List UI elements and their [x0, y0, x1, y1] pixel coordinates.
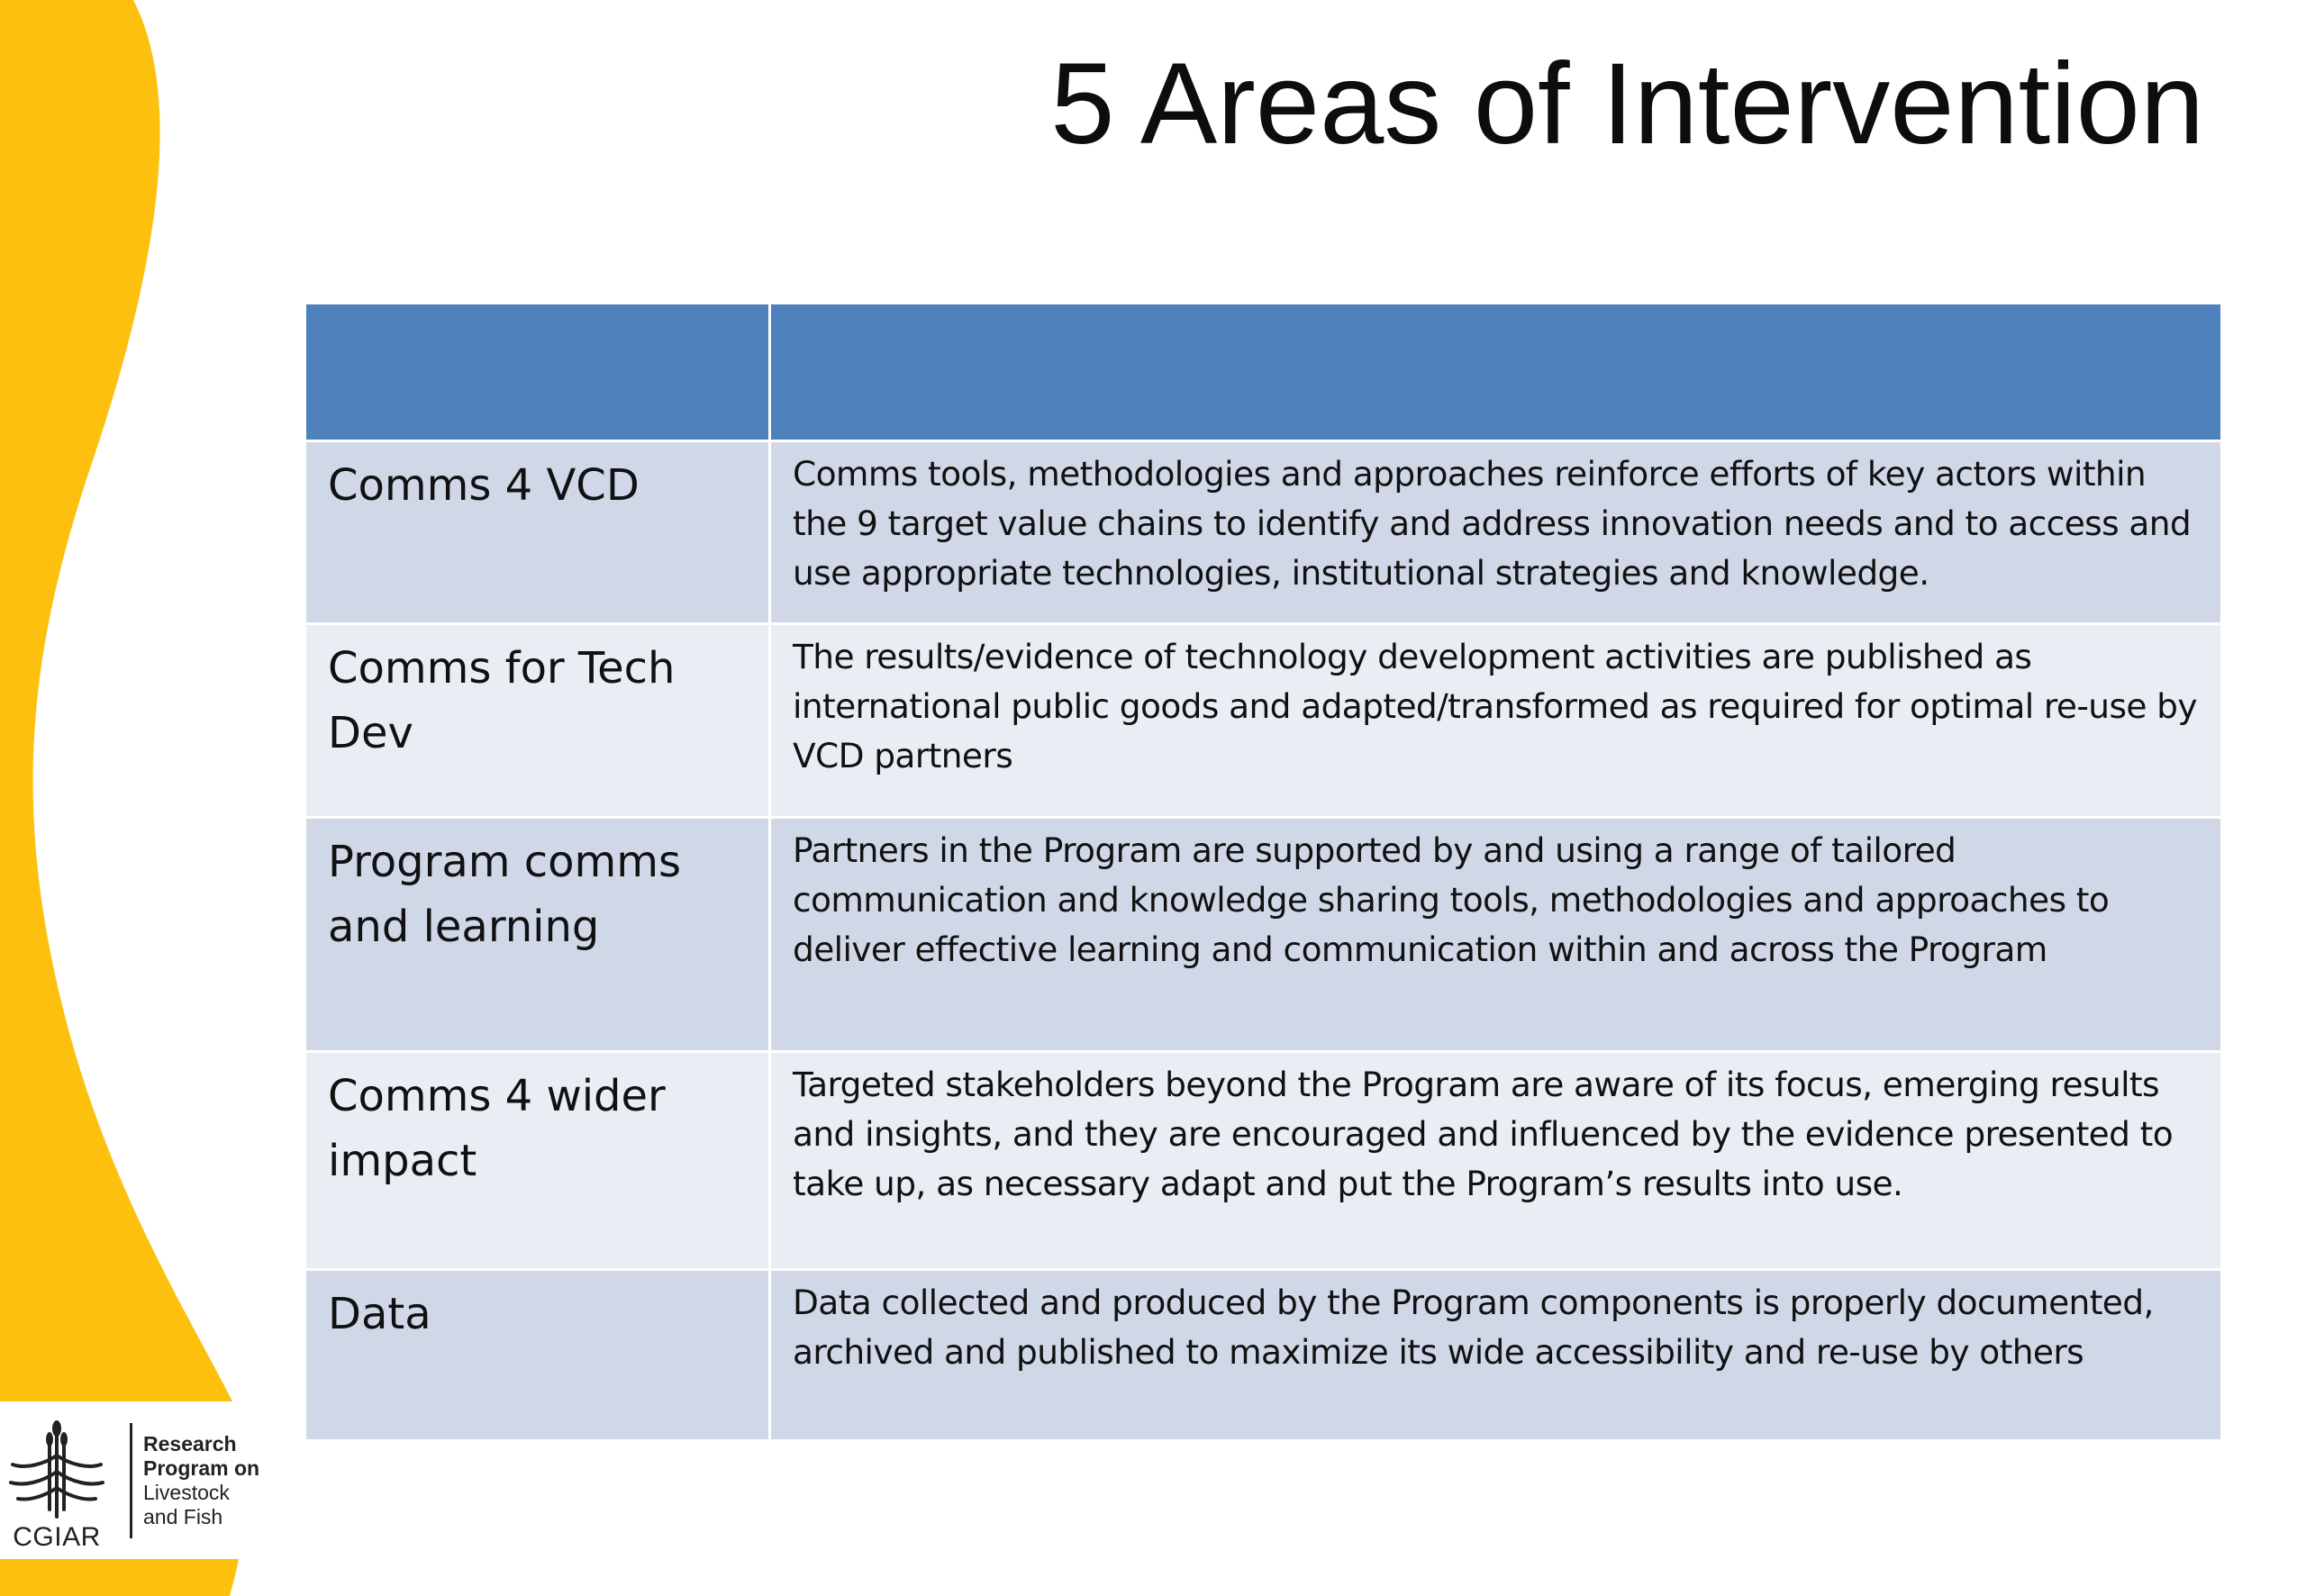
table-header-row	[305, 304, 2222, 441]
description-cell: The results/evidence of technology development activities are published as international public goods and adapted/transformed as required for optimal re-use by VCD partners	[770, 624, 2222, 818]
area-cell: Comms 4 VCD	[305, 441, 770, 624]
cgiar-logo	[0, 1401, 277, 1559]
slide-title: 5 Areas of Intervention	[1050, 40, 2204, 168]
logo-line: Livestock	[143, 1480, 230, 1504]
area-cell: Program comms and learning	[305, 818, 770, 1052]
description-cell: Partners in the Program are supported by and using a range of tailored communication and knowledge sharing tools, methodologies and approaches to deliver effective learning and communication within and across the Program	[770, 818, 2222, 1052]
area-cell: Comms for Tech Dev	[305, 624, 770, 818]
description-cell: Comms tools, methodologies and approaches reinforce efforts of key actors within the 9 target value chains to identify and address innovation needs and to access and use appropriate technologies, institutional strategies and knowledge.	[770, 441, 2222, 624]
wheat-sheaf-icon	[7, 1419, 106, 1520]
area-cell: Data	[305, 1270, 770, 1441]
decorative-yellow-wave	[0, 0, 306, 1596]
table-row	[305, 441, 2222, 624]
logo-mark	[0, 1409, 113, 1553]
table-row	[305, 1270, 2222, 1441]
table-row	[305, 624, 2222, 818]
logo-line: Research	[143, 1431, 237, 1455]
table-header-cell	[305, 304, 770, 441]
interventions-table	[304, 302, 2223, 1442]
table-row	[305, 1052, 2222, 1270]
table-header-cell	[770, 304, 2222, 441]
logo-divider	[130, 1423, 132, 1538]
area-cell: Comms 4 wider impact	[305, 1052, 770, 1270]
logo-org-name: CGIAR	[13, 1521, 101, 1552]
logo-line: Program on	[143, 1455, 260, 1480]
description-cell: Targeted stakeholders beyond the Program are aware of its focus, emerging results and insights, and they are encouraged and influenced by the evidence presented to take up, as necessary adapt and put the Program’s results into use.	[770, 1052, 2222, 1270]
table-row	[305, 818, 2222, 1052]
logo-line: and Fish	[143, 1504, 223, 1528]
description-cell: Data collected and produced by the Program components is properly documented, archived and published to maximize its wide accessibility and re-use by others	[770, 1270, 2222, 1441]
logo-program-name	[143, 1432, 259, 1529]
